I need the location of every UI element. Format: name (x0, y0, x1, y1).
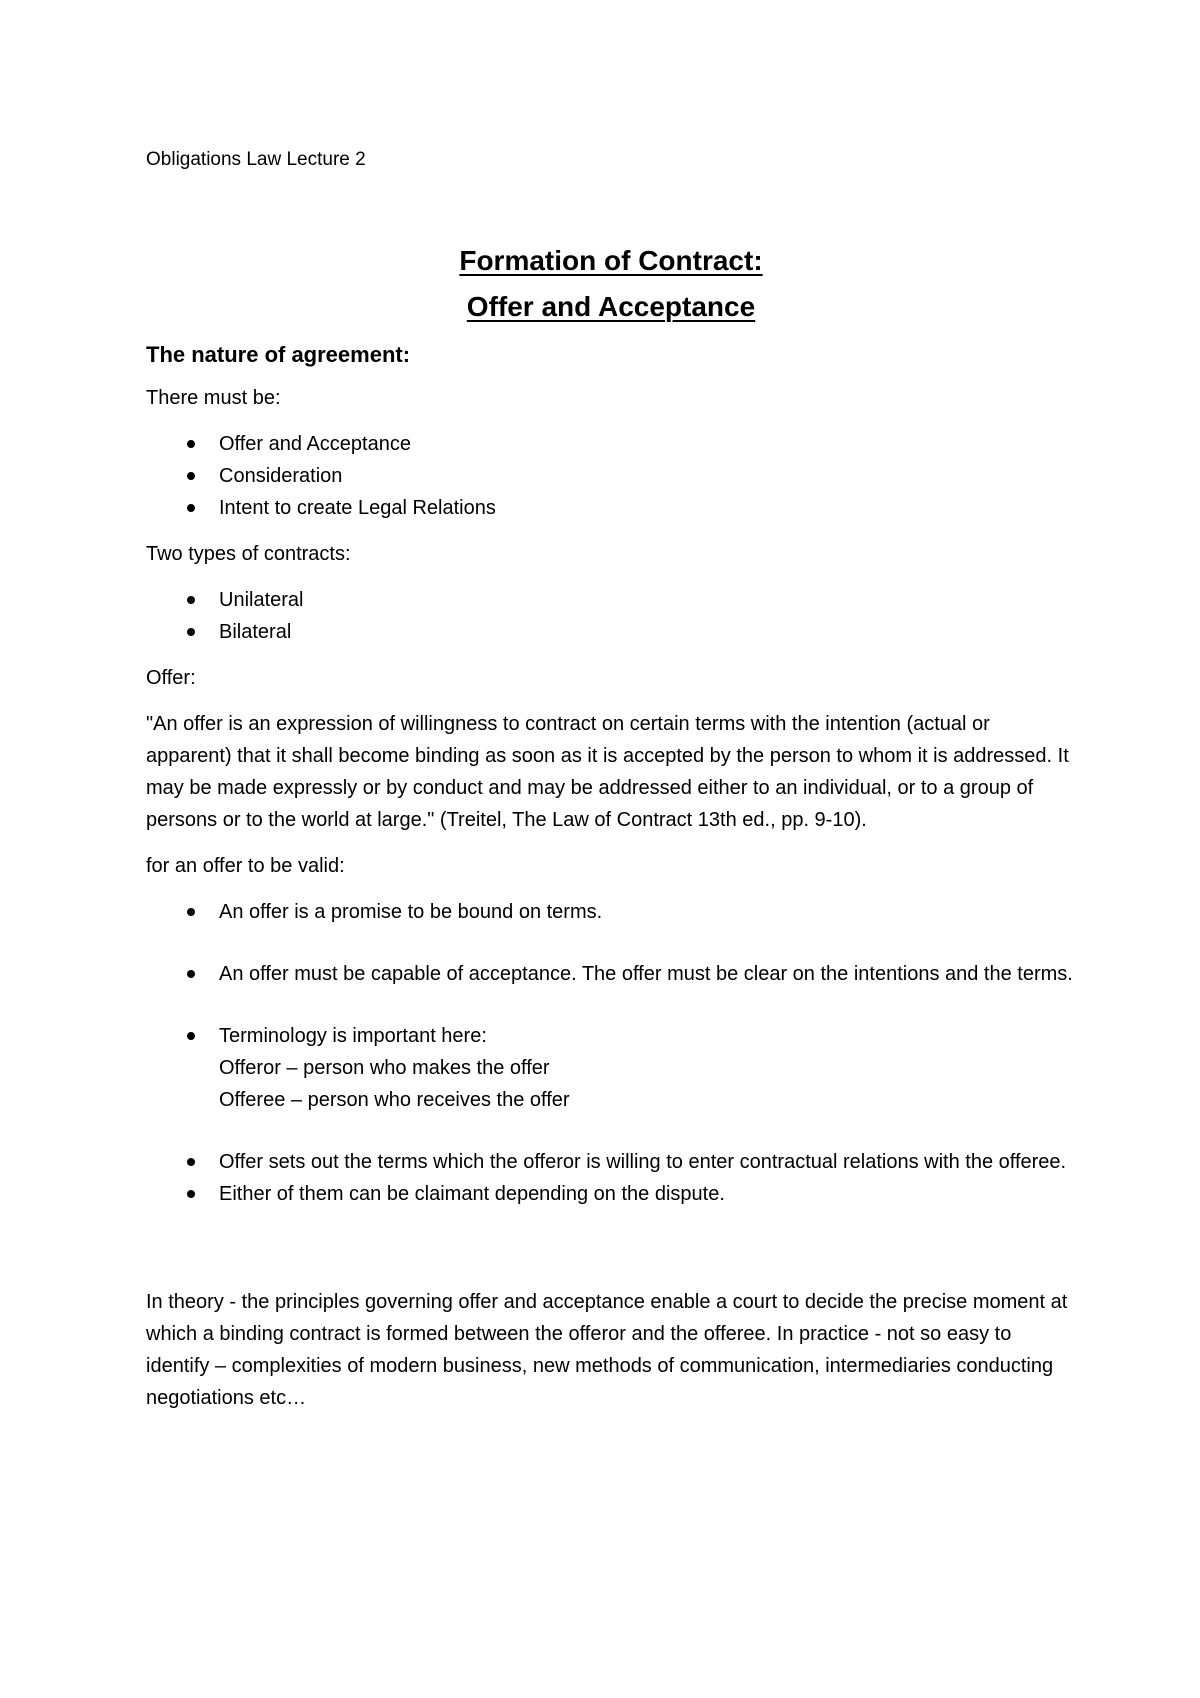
document-content (146, 146, 1076, 1428)
list-item: Consideration (219, 465, 343, 487)
page-title (146, 238, 1076, 330)
offer-definition-quote: "An offer is an expression of willingness to contract on certain terms with the intention (actual or apparent) that it shall become binding as soon as it is accepted by the person to whom it is addressed. It may be made expressly or by conduct and may be addressed either to an individual, or to a group of persons or to the world at large." (Treitel, The Law of Contract 13th ed., pp. 9-10). (146, 713, 1069, 831)
list-item: An offer must be capable of acceptance. The offer must be clear on the intentions and the terms. (219, 963, 1073, 985)
contract-types-intro: Two types of contracts: (146, 543, 351, 565)
title-line-1: Formation of Contract: (459, 245, 763, 276)
offeree-definition: Offeree – person who receives the offer (219, 1089, 570, 1111)
title-line-2: Offer and Acceptance (466, 291, 756, 322)
list-item: Terminology is important here: Offeror – person who makes the offer Offeree – person who receives the offer (146, 1020, 1076, 1116)
list-item: Intent to create Legal Relations (219, 497, 496, 519)
offer-validity-intro: for an offer to be valid: (146, 855, 345, 877)
list-item: Bilateral (219, 621, 292, 643)
course-header: Obligations Law Lecture 2 (146, 149, 366, 170)
theory-paragraph: In theory - the principles governing offer and acceptance enable a court to decide the precise moment at which a binding contract is formed between the offeror and the offeree. In practice - not so easy to identify – complexities of modern business, new methods of communication, intermediaries conducting negotiations etc… (146, 1291, 1068, 1409)
list-item: Offer sets out the terms which the offeror is willing to enter contractual relations with the offeree. (219, 1151, 1067, 1173)
offeror-definition: Offeror – person who makes the offer (219, 1057, 550, 1079)
list-item: Either of them can be claimant depending on the dispute. (219, 1183, 725, 1205)
offer-validity-list (146, 896, 1076, 1210)
agreement-intro: There must be: (146, 387, 281, 409)
agreement-heading: The nature of agreement: (146, 342, 411, 367)
list-item: An offer is a promise to be bound on terms. (219, 901, 603, 923)
list-item: Offer and Acceptance (219, 433, 411, 455)
contract-types-list (146, 584, 1076, 648)
agreement-list (146, 428, 1076, 524)
list-item: Unilateral (219, 589, 304, 611)
offer-heading: Offer: (146, 667, 196, 689)
